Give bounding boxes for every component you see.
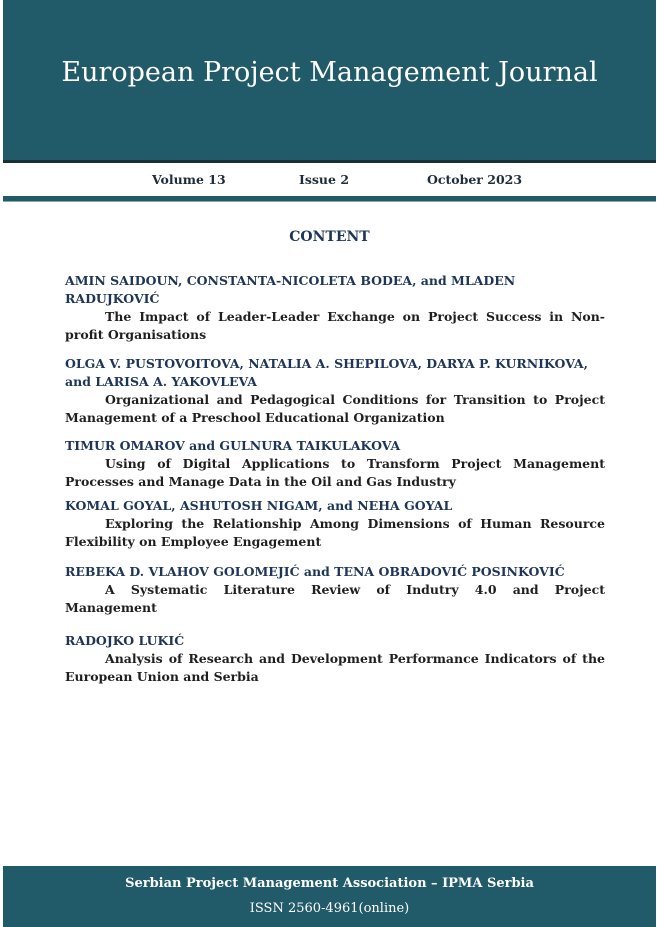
article-title: Organizational and Pedagogical Conditions for Transition to Project Management of a Preschool Educational Organization — [65, 392, 605, 425]
article-authors: REBEKA D. VLAHOV GOLOMEJIĆ and TENA OBRADOVIĆ POSINKOVIĆ — [65, 564, 565, 579]
article-title: The Impact of Leader-Leader Exchange on Project Success in Non-profit Organisations — [65, 309, 605, 342]
issue-volume: Volume 13 — [152, 172, 226, 187]
article-authors: RADOJKO LUKIĆ — [65, 633, 185, 648]
journal-cover-page — [3, 0, 656, 927]
issue-number: Issue 2 — [299, 172, 350, 187]
toc-entry[interactable] — [65, 497, 605, 550]
article-title: Analysis of Research and Development Performance Indicators of the European Union and Serbia — [65, 651, 605, 684]
table-of-contents — [65, 272, 605, 685]
toc-entry[interactable] — [65, 437, 605, 490]
toc-entry[interactable] — [65, 355, 605, 426]
cover-header — [3, 0, 656, 160]
cover-footer — [3, 866, 656, 927]
article-authors: AMIN SAIDOUN, CONSTANTA-NICOLETA BODEA, and MLADEN RADUJKOVIĆ — [65, 273, 516, 306]
article-title: Using of Digital Applications to Transform Project Management Processes and Manage Data in the Oil and Gas Industry — [65, 456, 605, 489]
article-title: Exploring the Relationship Among Dimensions of Human Resource Flexibility on Employee Engagement — [65, 516, 605, 549]
issue-info-bar — [3, 163, 656, 195]
toc-entry[interactable] — [65, 563, 605, 616]
toc-entry[interactable] — [65, 632, 605, 685]
issue-bar-divider-thin — [3, 201, 656, 202]
content-heading: CONTENT — [289, 229, 370, 245]
issn-number: ISSN 2560-4961(online) — [249, 901, 410, 916]
toc-entry[interactable] — [65, 272, 605, 343]
journal-title: European Project Management Journal — [61, 57, 598, 88]
article-authors: OLGA V. PUSTOVOITOVA, NATALIA A. SHEPILOVA, DARYA P. KURNIKOVA, and LARISA A. YAKOVLEVA — [65, 356, 588, 389]
article-title: A Systematic Literature Review of Indutry 4.0 and Project Management — [65, 582, 605, 615]
article-authors: KOMAL GOYAL, ASHUTOSH NIGAM, and NEHA GOYAL — [65, 498, 453, 513]
article-authors: TIMUR OMAROV and GULNURA TAIKULAKOVA — [65, 438, 401, 453]
publisher-name: Serbian Project Management Association – IPMA Serbia — [125, 876, 534, 891]
issue-date: October 2023 — [427, 172, 523, 187]
